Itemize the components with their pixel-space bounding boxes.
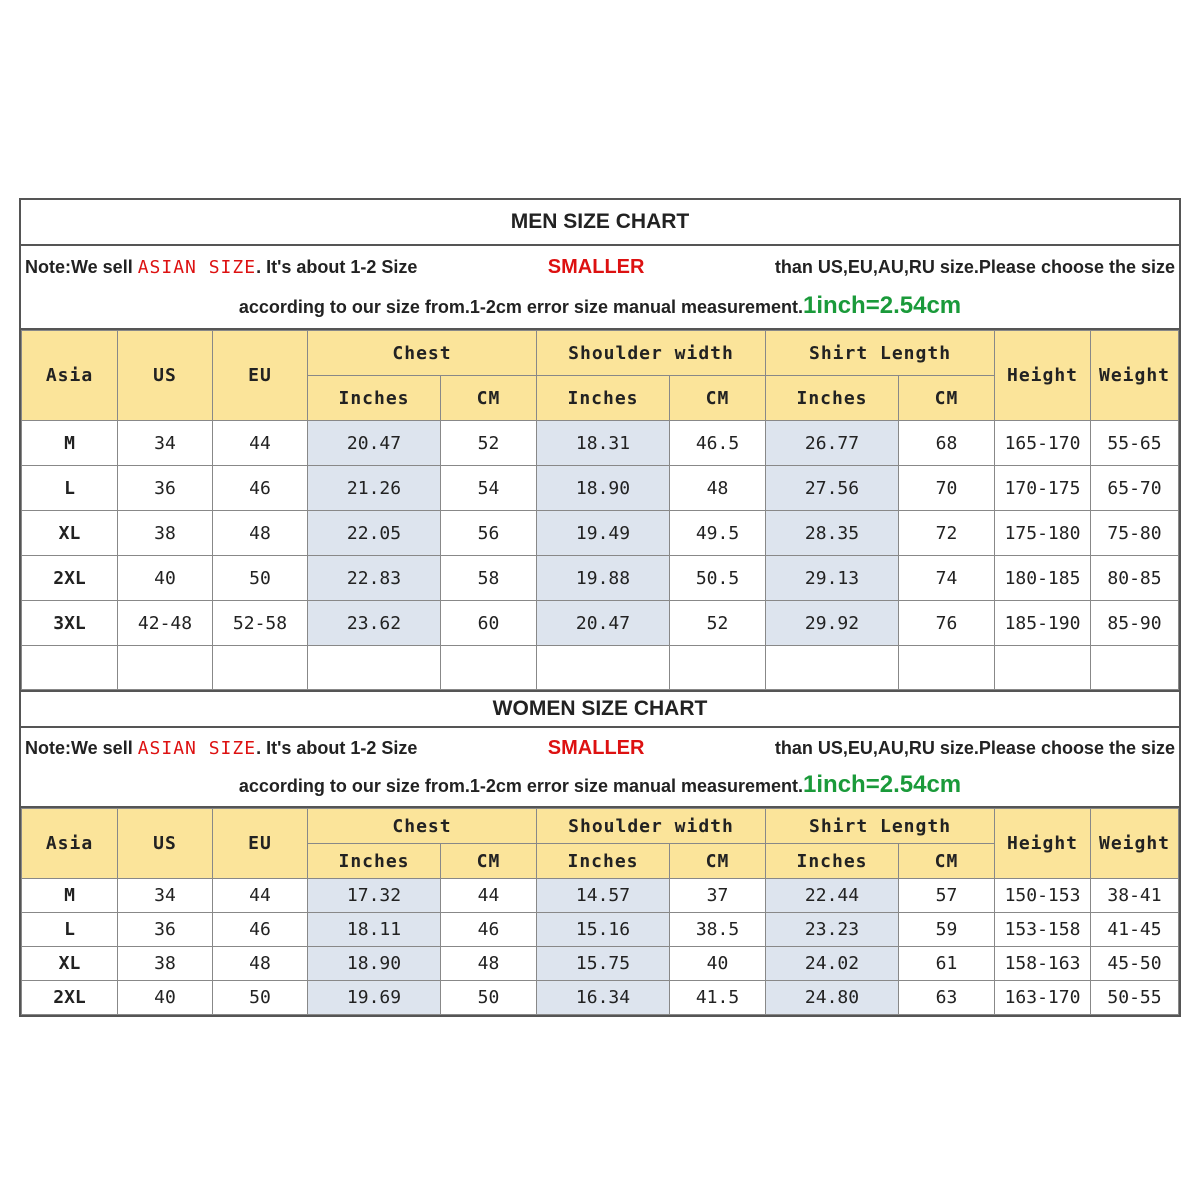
empty-cell — [118, 646, 213, 690]
header-chest-cm: CM — [441, 376, 537, 421]
table-cell: 23.62 — [308, 601, 441, 646]
table-cell: 63 — [899, 981, 995, 1015]
table-row — [22, 879, 1179, 913]
men-table-body — [22, 421, 1179, 690]
table-cell: 50.5 — [670, 556, 766, 601]
table-cell: 55-65 — [1091, 421, 1179, 466]
size-label-cell: XL — [22, 947, 118, 981]
table-cell: 57 — [899, 879, 995, 913]
header-shoulder-cm: CM — [670, 376, 766, 421]
empty-cell — [308, 646, 441, 690]
empty-cell — [995, 646, 1091, 690]
empty-row — [22, 646, 1179, 690]
empty-cell — [1091, 646, 1179, 690]
table-cell: 34 — [118, 421, 213, 466]
men-chart-title: MEN SIZE CHART — [21, 200, 1179, 246]
table-cell: 22.44 — [766, 879, 899, 913]
size-label-cell: L — [22, 466, 118, 511]
empty-cell — [22, 646, 118, 690]
header-length-inches: Inches — [766, 376, 899, 421]
table-cell: 34 — [118, 879, 213, 913]
header-us: US — [118, 331, 213, 421]
table-cell: 48 — [441, 947, 537, 981]
table-cell: 68 — [899, 421, 995, 466]
table-cell: 170-175 — [995, 466, 1091, 511]
smaller-text: SMALLER — [547, 256, 645, 278]
table-cell: 36 — [118, 913, 213, 947]
header-chest: Chest — [308, 331, 537, 376]
note-prefix: Note:We sell — [25, 738, 138, 758]
table-row — [22, 947, 1179, 981]
smaller-text: SMALLER — [547, 737, 645, 759]
size-chart-sheet — [19, 198, 1181, 1017]
header-chest-inches: Inches — [308, 376, 441, 421]
size-label-cell: 2XL — [22, 556, 118, 601]
women-note-line1 — [25, 730, 1175, 767]
table-cell: 72 — [899, 511, 995, 556]
note-suffix: than US,EU,AU,RU size.Please choose the size — [774, 738, 1175, 758]
table-cell: 38 — [118, 947, 213, 981]
header-eu: EU — [213, 809, 308, 879]
table-cell: 50 — [441, 981, 537, 1015]
table-cell: 175-180 — [995, 511, 1091, 556]
women-table-body — [22, 879, 1179, 1015]
header-chest-inches: Inches — [308, 844, 441, 879]
men-note — [21, 246, 1179, 330]
table-row — [22, 511, 1179, 556]
header-shoulder: Shoulder width — [537, 809, 766, 844]
header-shoulder-cm: CM — [670, 844, 766, 879]
table-cell: 38 — [118, 511, 213, 556]
table-cell: 24.80 — [766, 981, 899, 1015]
size-label-cell: L — [22, 913, 118, 947]
table-cell: 163-170 — [995, 981, 1091, 1015]
header-length-cm: CM — [899, 376, 995, 421]
table-cell: 49.5 — [670, 511, 766, 556]
table-cell: 17.32 — [308, 879, 441, 913]
table-cell: 158-163 — [995, 947, 1091, 981]
note-middle: . It's about 1-2 Size — [256, 738, 418, 758]
empty-cell — [441, 646, 537, 690]
table-cell: 52-58 — [213, 601, 308, 646]
empty-cell — [213, 646, 308, 690]
header-asia: Asia — [22, 331, 118, 421]
table-cell: 48 — [213, 947, 308, 981]
men-note-line1 — [25, 248, 1175, 287]
size-label-cell: 2XL — [22, 981, 118, 1015]
table-cell: 38.5 — [670, 913, 766, 947]
table-cell: 46 — [213, 913, 308, 947]
empty-cell — [537, 646, 670, 690]
women-note-line2: according to our size from.1-2cm error size manual measurement.1inch=2.54cm — [238, 771, 962, 798]
table-cell: 41-45 — [1091, 913, 1179, 947]
women-note — [21, 728, 1179, 808]
table-cell: 22.83 — [308, 556, 441, 601]
table-cell: 74 — [899, 556, 995, 601]
table-cell: 48 — [670, 466, 766, 511]
table-cell: 16.34 — [537, 981, 670, 1015]
table-cell: 44 — [213, 879, 308, 913]
table-cell: 19.49 — [537, 511, 670, 556]
table-cell: 27.56 — [766, 466, 899, 511]
table-cell: 29.13 — [766, 556, 899, 601]
size-label-cell: XL — [22, 511, 118, 556]
table-cell: 19.69 — [308, 981, 441, 1015]
table-row — [22, 421, 1179, 466]
table-cell: 48 — [213, 511, 308, 556]
table-cell: 50-55 — [1091, 981, 1179, 1015]
table-cell: 40 — [118, 981, 213, 1015]
header-eu: EU — [213, 331, 308, 421]
table-cell: 40 — [670, 947, 766, 981]
size-label-cell: M — [22, 421, 118, 466]
conversion-text: 1inch=2.54cm — [803, 292, 962, 319]
asian-size-text: ASIAN SIZE — [137, 257, 257, 278]
table-cell: 44 — [213, 421, 308, 466]
header-length-inches: Inches — [766, 844, 899, 879]
header-length: Shirt Length — [766, 331, 995, 376]
empty-cell — [899, 646, 995, 690]
header-asia: Asia — [22, 809, 118, 879]
header-shoulder: Shoulder width — [537, 331, 766, 376]
table-cell: 38-41 — [1091, 879, 1179, 913]
table-cell: 60 — [441, 601, 537, 646]
table-cell: 85-90 — [1091, 601, 1179, 646]
table-cell: 46.5 — [670, 421, 766, 466]
table-row — [22, 913, 1179, 947]
men-size-table — [21, 330, 1179, 690]
table-cell: 29.92 — [766, 601, 899, 646]
header-us: US — [118, 809, 213, 879]
table-cell: 61 — [899, 947, 995, 981]
table-cell: 52 — [670, 601, 766, 646]
table-cell: 41.5 — [670, 981, 766, 1015]
header-chest-cm: CM — [441, 844, 537, 879]
header-shoulder-inches: Inches — [537, 376, 670, 421]
size-label-cell: 3XL — [22, 601, 118, 646]
header-height: Height — [995, 809, 1091, 879]
table-cell: 50 — [213, 981, 308, 1015]
table-cell: 59 — [899, 913, 995, 947]
table-cell: 18.90 — [537, 466, 670, 511]
header-height: Height — [995, 331, 1091, 421]
table-cell: 80-85 — [1091, 556, 1179, 601]
table-cell: 56 — [441, 511, 537, 556]
note-middle: . It's about 1-2 Size — [256, 257, 418, 277]
table-cell: 54 — [441, 466, 537, 511]
table-cell: 36 — [118, 466, 213, 511]
women-chart-title: WOMEN SIZE CHART — [21, 690, 1179, 728]
table-cell: 50 — [213, 556, 308, 601]
table-cell: 40 — [118, 556, 213, 601]
table-row — [22, 601, 1179, 646]
table-cell: 23.23 — [766, 913, 899, 947]
table-cell: 52 — [441, 421, 537, 466]
table-cell: 46 — [213, 466, 308, 511]
table-cell: 42-48 — [118, 601, 213, 646]
table-row — [22, 466, 1179, 511]
table-cell: 18.31 — [537, 421, 670, 466]
header-weight: Weight — [1091, 331, 1179, 421]
table-cell: 21.26 — [308, 466, 441, 511]
table-cell: 70 — [899, 466, 995, 511]
table-cell: 153-158 — [995, 913, 1091, 947]
note-prefix: Note:We sell — [25, 257, 138, 277]
conversion-text: 1inch=2.54cm — [803, 771, 962, 798]
table-cell: 76 — [899, 601, 995, 646]
table-cell: 58 — [441, 556, 537, 601]
header-length-cm: CM — [899, 844, 995, 879]
table-cell: 18.11 — [308, 913, 441, 947]
header-weight: Weight — [1091, 809, 1179, 879]
empty-cell — [766, 646, 899, 690]
table-row — [22, 981, 1179, 1015]
table-row — [22, 556, 1179, 601]
table-cell: 45-50 — [1091, 947, 1179, 981]
table-cell: 15.16 — [537, 913, 670, 947]
table-cell: 65-70 — [1091, 466, 1179, 511]
table-cell: 46 — [441, 913, 537, 947]
header-length: Shirt Length — [766, 809, 995, 844]
table-cell: 20.47 — [537, 601, 670, 646]
header-shoulder-inches: Inches — [537, 844, 670, 879]
table-cell: 165-170 — [995, 421, 1091, 466]
table-cell: 28.35 — [766, 511, 899, 556]
table-cell: 22.05 — [308, 511, 441, 556]
note-suffix: than US,EU,AU,RU size.Please choose the size — [774, 257, 1175, 277]
table-cell: 180-185 — [995, 556, 1091, 601]
table-cell: 44 — [441, 879, 537, 913]
asian-size-text: ASIAN SIZE — [137, 738, 257, 759]
women-size-table — [21, 808, 1179, 1015]
empty-cell — [670, 646, 766, 690]
size-label-cell: M — [22, 879, 118, 913]
table-cell: 26.77 — [766, 421, 899, 466]
table-cell: 18.90 — [308, 947, 441, 981]
table-cell: 150-153 — [995, 879, 1091, 913]
table-cell: 75-80 — [1091, 511, 1179, 556]
header-chest: Chest — [308, 809, 537, 844]
men-note-line2: according to our size from.1-2cm error size manual measurement.1inch=2.54cm — [238, 292, 962, 319]
table-cell: 24.02 — [766, 947, 899, 981]
table-cell: 20.47 — [308, 421, 441, 466]
table-cell: 37 — [670, 879, 766, 913]
table-cell: 15.75 — [537, 947, 670, 981]
table-cell: 185-190 — [995, 601, 1091, 646]
table-cell: 19.88 — [537, 556, 670, 601]
table-cell: 14.57 — [537, 879, 670, 913]
